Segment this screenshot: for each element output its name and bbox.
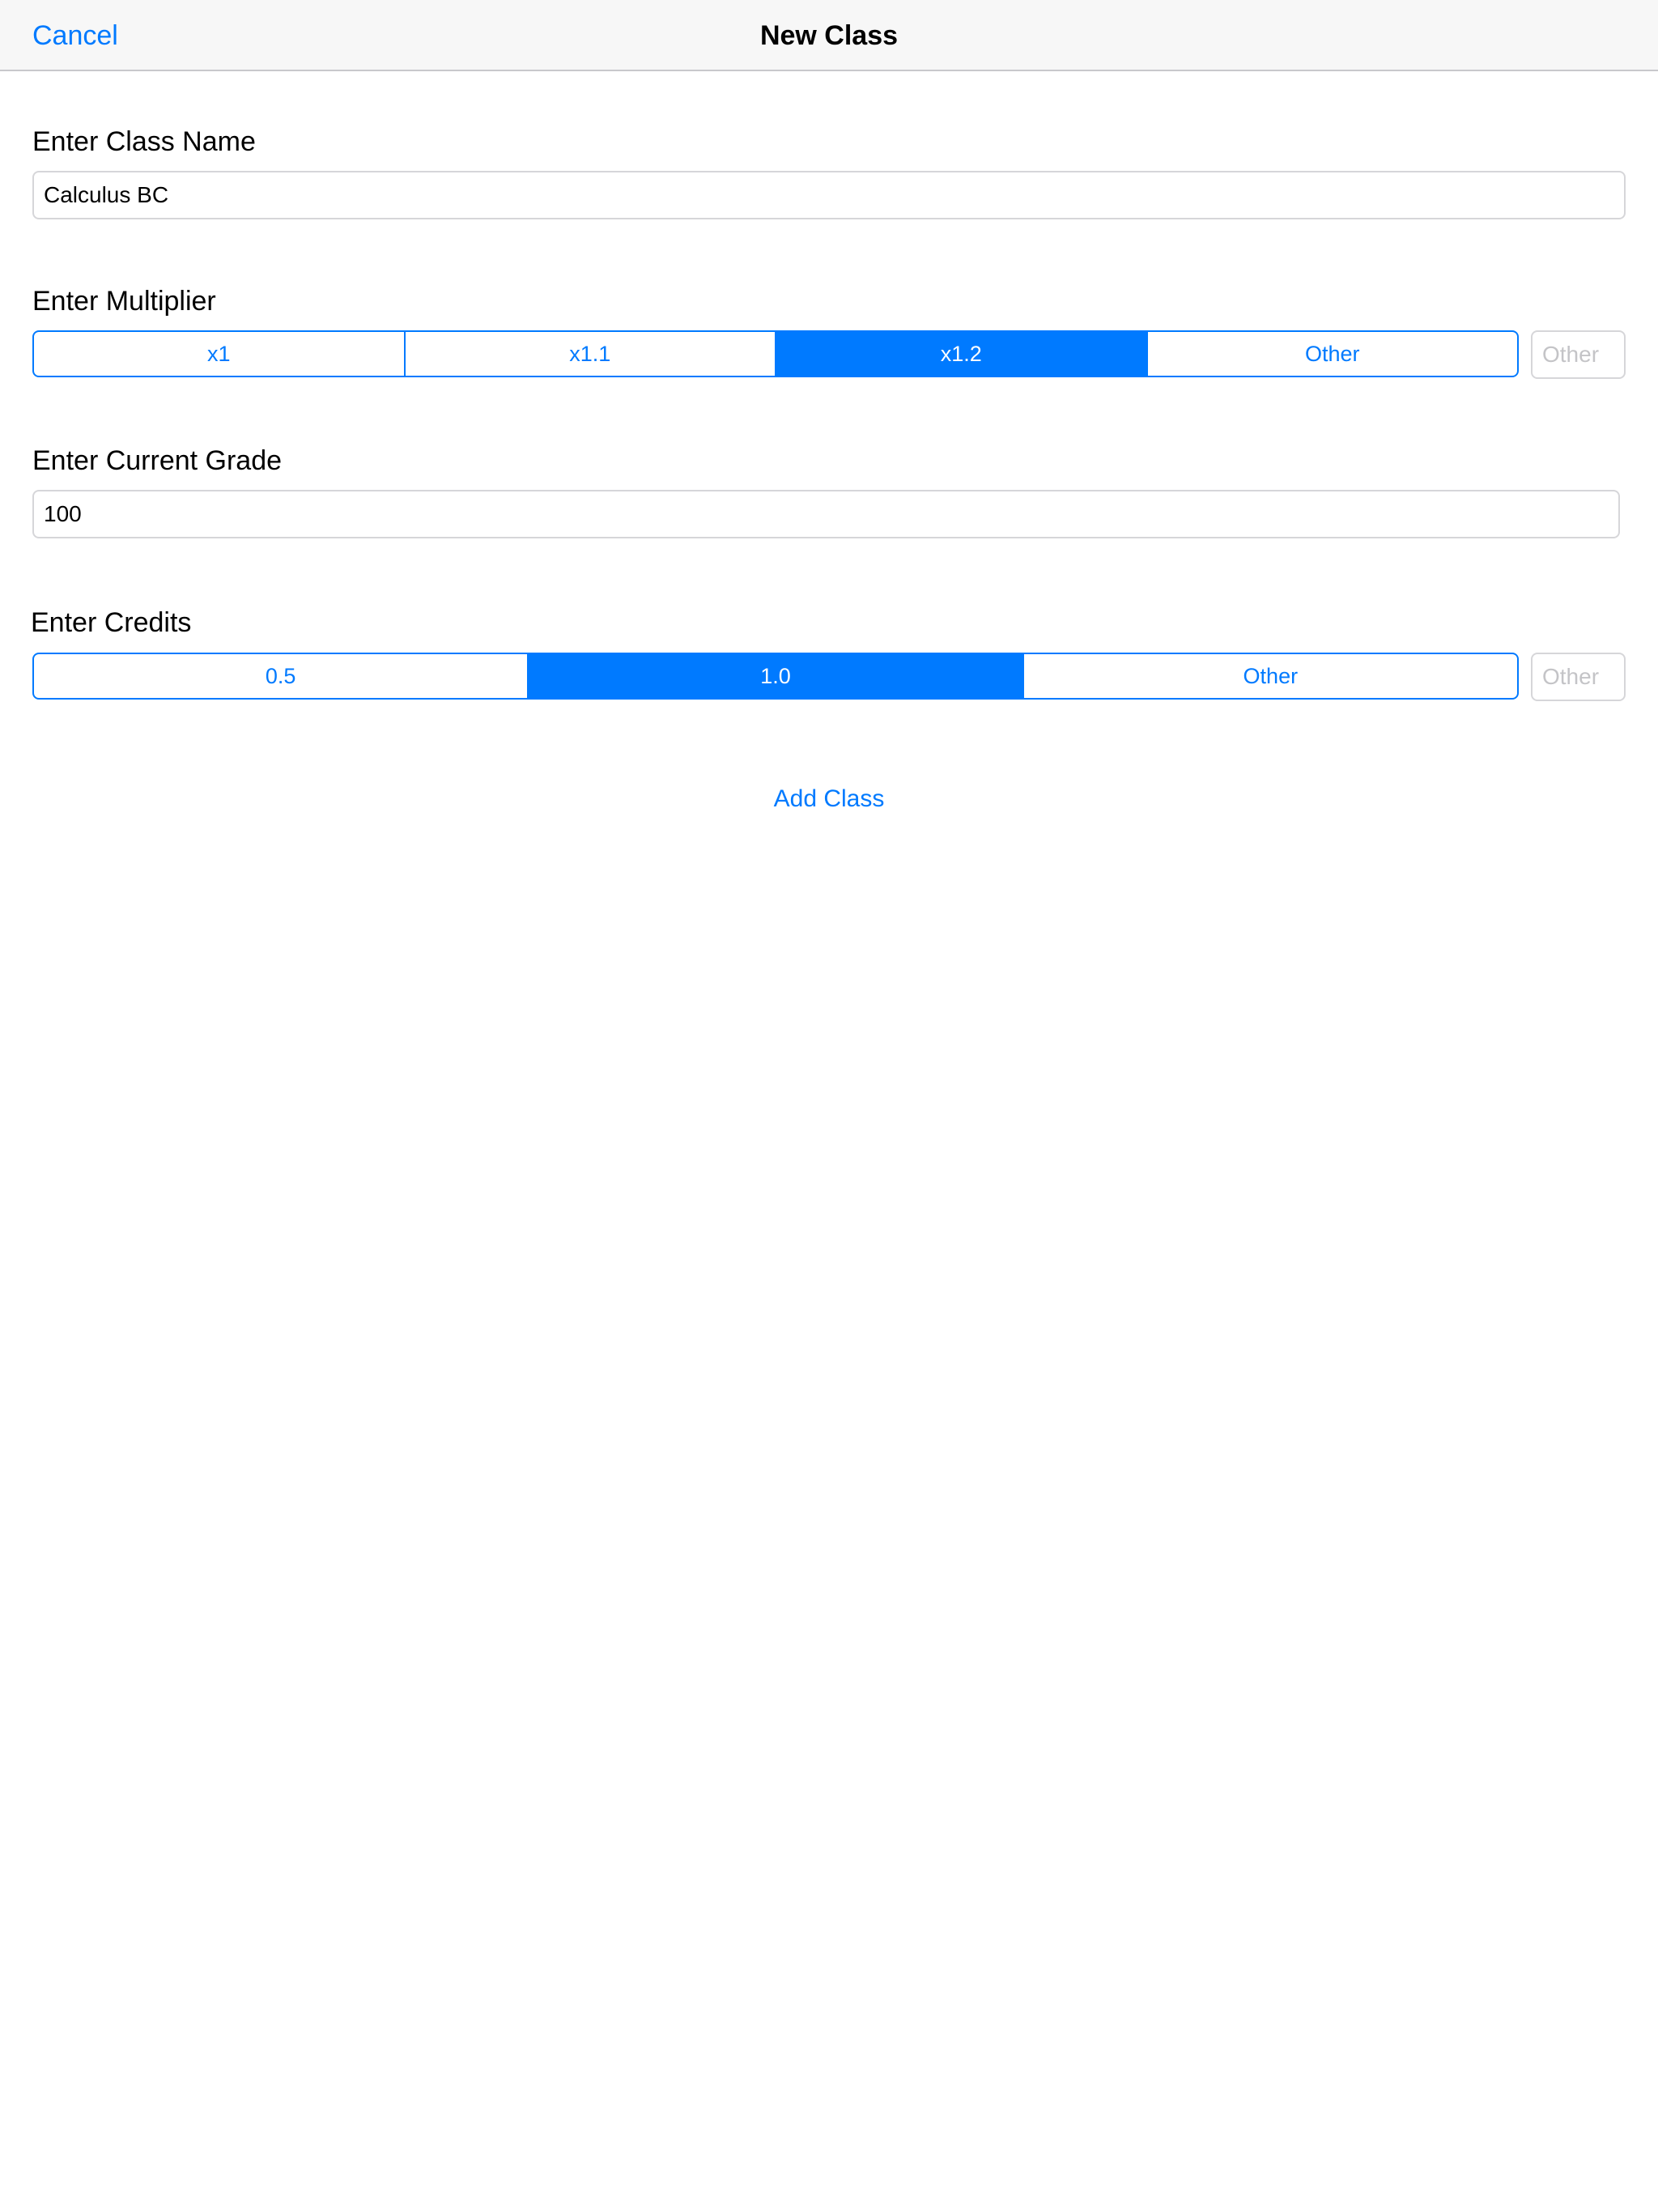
class-name-input[interactable]: Calculus BC bbox=[32, 171, 1626, 219]
class-name-label: Enter Class Name bbox=[32, 126, 256, 157]
multiplier-segmented-control bbox=[32, 330, 1519, 377]
multiplier-option-x1-2[interactable]: x1.2 bbox=[775, 332, 1146, 376]
add-class-button[interactable]: Add Class bbox=[773, 785, 885, 812]
multiplier-option-x1[interactable]: x1 bbox=[206, 342, 231, 366]
multiplier-option-x1-1[interactable]: x1.1 bbox=[404, 332, 776, 376]
navigation-bar bbox=[0, 0, 1658, 71]
multiplier-option-other[interactable]: Other bbox=[1146, 332, 1518, 376]
multiplier-other-input[interactable]: Other bbox=[1531, 330, 1626, 379]
credits-label: Enter Credits bbox=[31, 607, 192, 638]
page-title: New Class bbox=[759, 20, 899, 51]
credits-other-input[interactable]: Other bbox=[1531, 653, 1626, 701]
grade-input[interactable]: 100 bbox=[32, 490, 1620, 538]
credits-segmented-control bbox=[32, 653, 1519, 700]
cancel-button[interactable]: Cancel bbox=[32, 20, 118, 51]
multiplier-label: Enter Multiplier bbox=[32, 286, 216, 317]
credits-option-0-5[interactable]: 0.5 bbox=[265, 664, 296, 688]
grade-label: Enter Current Grade bbox=[32, 445, 283, 476]
credits-option-other[interactable]: Other bbox=[1022, 654, 1517, 698]
credits-option-1-0[interactable]: 1.0 bbox=[527, 654, 1022, 698]
